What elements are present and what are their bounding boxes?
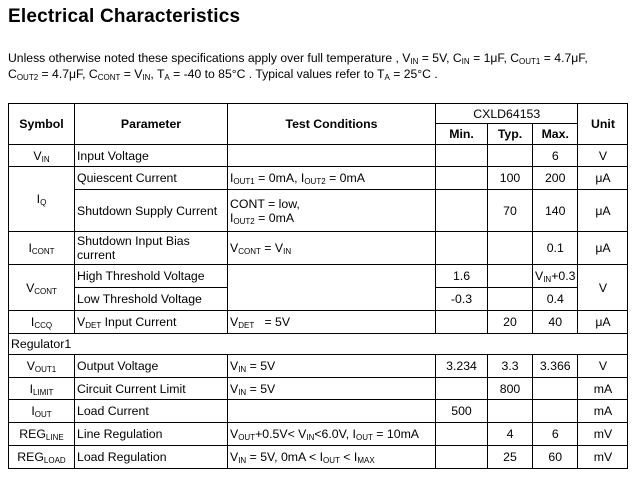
max-cell: 200 xyxy=(533,167,578,190)
unit-cell: V xyxy=(578,145,628,167)
min-cell xyxy=(436,232,488,265)
min-cell: 1.6 xyxy=(436,265,488,288)
min-cell xyxy=(436,446,488,469)
min-cell xyxy=(436,378,488,400)
conditions-cell: $V_{IN} = 5V$ xyxy=(228,378,436,400)
conditions-cell xyxy=(228,145,436,167)
table-row xyxy=(9,400,628,423)
parameter-cell: Shutdown Input Bias current xyxy=(75,232,228,265)
max-cell: 6 xyxy=(533,423,578,446)
conditions-cell: $V_{OUT}+0.5V< V_{IN}<6.0V$, $I_{OUT} = 10mA$ xyxy=(228,423,436,446)
table-row xyxy=(9,423,628,446)
symbol-cell: $REG_{LINE}$ xyxy=(9,423,75,446)
header-min: Min. xyxy=(436,124,488,145)
table-row xyxy=(9,446,628,469)
section-label: Regulator1 xyxy=(9,334,628,355)
parameter-cell: Output Voltage xyxy=(75,355,228,378)
symbol-cell: $I_{LIMIT}$ xyxy=(9,378,75,400)
symbol-cell: $V_{OUT1}$ xyxy=(9,355,75,378)
max-cell xyxy=(533,400,578,423)
conditions-cell xyxy=(228,265,436,311)
intro-line-1: Unless otherwise noted these specifications apply over full temperature , $V_{IN} = 5V$, $C_{IN} = 1\mu F$, $C_{OUT1} = 4.7\mu F$, xyxy=(8,51,588,66)
intro-line-2: $C_{OUT2} = 4.7\mu F$, $C_{CONT} = V_{IN}$, $T_A = -40$ to 85°C . Typical values refer to $T_A = 25^\circ C$ . xyxy=(8,67,438,82)
max-cell: $V_{IN}+0.3$ xyxy=(533,265,578,288)
typ-cell: 70 xyxy=(488,190,533,232)
parameter-cell: Circuit Current Limit xyxy=(75,378,228,400)
min-cell: 3.234 xyxy=(436,355,488,378)
typ-cell: 800 xyxy=(488,378,533,400)
table-row xyxy=(9,232,628,265)
min-cell xyxy=(436,423,488,446)
unit-cell: μA xyxy=(578,232,628,265)
table-row xyxy=(9,355,628,378)
typ-cell xyxy=(488,232,533,265)
conditions-cell: $V_{CONT} = V_{IN}$ xyxy=(228,232,436,265)
electrical-characteristics-table xyxy=(8,103,628,469)
unit-cell: mA xyxy=(578,378,628,400)
table-row xyxy=(9,145,628,167)
conditions-cell: CONT = low, $I_{OUT2} = 0mA$ xyxy=(228,190,436,232)
unit-cell: μA xyxy=(578,190,628,232)
min-cell xyxy=(436,167,488,190)
typ-cell xyxy=(488,265,533,288)
symbol-cell: $I_{CCQ}$ xyxy=(9,311,75,334)
unit-cell: mA xyxy=(578,400,628,423)
table-row xyxy=(9,378,628,400)
typ-cell xyxy=(488,288,533,311)
parameter-cell: Quiescent Current xyxy=(75,167,228,190)
table-row xyxy=(9,265,628,288)
conditions-cell xyxy=(228,400,436,423)
typ-cell xyxy=(488,145,533,167)
unit-cell: μA xyxy=(578,167,628,190)
parameter-cell: High Threshold Voltage xyxy=(75,265,228,288)
symbol-cell: $I_{OUT}$ xyxy=(9,400,75,423)
parameter-cell: Line Regulation xyxy=(75,423,228,446)
unit-cell: V xyxy=(578,265,628,311)
conditions-cell: $V_{IN} = 5V$, $0mA < I_{OUT} < I_{MAX}$ xyxy=(228,446,436,469)
max-cell: 140 xyxy=(533,190,578,232)
min-cell: -0.3 xyxy=(436,288,488,311)
parameter-cell: Low Threshold Voltage xyxy=(75,288,228,311)
header-max: Max. xyxy=(533,124,578,145)
parameter-cell: Load Current xyxy=(75,400,228,423)
section-row xyxy=(9,334,628,355)
conditions-cell: $I_{OUT1} = 0mA$, $I_{OUT2} = 0mA$ xyxy=(228,167,436,190)
max-cell: 60 xyxy=(533,446,578,469)
header-typ: Typ. xyxy=(488,124,533,145)
parameter-cell: $V_{DET}$ Input Current xyxy=(75,311,228,334)
header-symbol: Symbol xyxy=(9,104,75,145)
max-cell: 6 xyxy=(533,145,578,167)
symbol-cell: $V_{IN}$ xyxy=(9,145,75,167)
max-cell xyxy=(533,378,578,400)
table-row xyxy=(9,167,628,190)
table-row xyxy=(9,311,628,334)
typ-cell: 4 xyxy=(488,423,533,446)
min-cell xyxy=(436,145,488,167)
typ-cell: 100 xyxy=(488,167,533,190)
header-test-conditions: Test Conditions xyxy=(228,104,436,145)
symbol-cell: $REG_{LOAD}$ xyxy=(9,446,75,469)
unit-cell: μA xyxy=(578,311,628,334)
parameter-cell: Load Regulation xyxy=(75,446,228,469)
conditions-cell: $V_{IN} = 5V$ xyxy=(228,355,436,378)
table-row xyxy=(9,190,628,232)
unit-cell: mV xyxy=(578,423,628,446)
conditions-cell: $V_{DET} = 5V$ xyxy=(228,311,436,334)
min-cell: 500 xyxy=(436,400,488,423)
typ-cell: 3.3 xyxy=(488,355,533,378)
symbol-cell: $I_Q$ xyxy=(9,167,75,232)
max-cell: 0.1 xyxy=(533,232,578,265)
unit-cell: V xyxy=(578,355,628,378)
typ-cell xyxy=(488,400,533,423)
typ-cell: 20 xyxy=(488,311,533,334)
parameter-cell: Shutdown Supply Current xyxy=(75,190,228,232)
min-cell xyxy=(436,190,488,232)
page-title: Electrical Characteristics xyxy=(8,6,241,27)
symbol-cell: $V_{CONT}$ xyxy=(9,265,75,311)
max-cell: 0.4 xyxy=(533,288,578,311)
unit-cell: mV xyxy=(578,446,628,469)
parameter-cell: Input Voltage xyxy=(75,145,228,167)
min-cell xyxy=(436,311,488,334)
max-cell: 3.366 xyxy=(533,355,578,378)
typ-cell: 25 xyxy=(488,446,533,469)
header-unit: Unit xyxy=(578,104,628,145)
symbol-cell: $I_{CONT}$ xyxy=(9,232,75,265)
max-cell: 40 xyxy=(533,311,578,334)
header-part-number: CXLD64153 xyxy=(436,104,578,124)
header-parameter: Parameter xyxy=(75,104,228,145)
